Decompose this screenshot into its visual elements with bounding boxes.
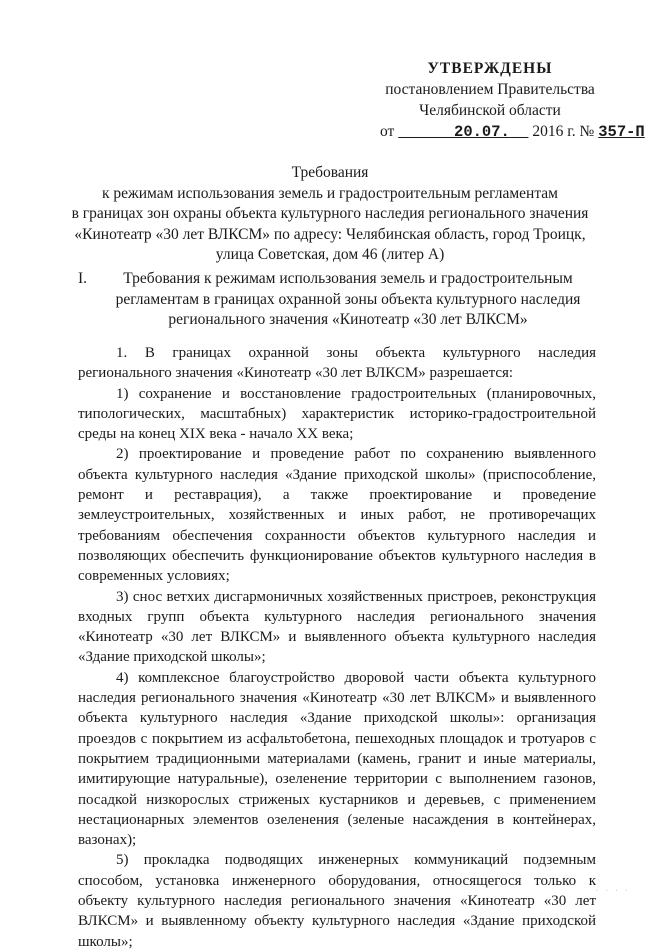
document-heading [60, 163, 600, 266]
paragraph-1: 1. В границах охранной зоны объекта культурного наследия регионального значения «Кинотеатр «30 лет ВЛКСМ» разрешается: [78, 345, 596, 382]
section-heading [78, 269, 588, 331]
heading-line-4: «Кинотеатр «30 лет ВЛКСМ» по адресу: Челябинская область, город Троицк, [74, 225, 586, 243]
paragraph-item-4: 4) комплексное благоустройство дворовой части объекта культурного наследия регионального значения «Кинотеатр «30 лет ВЛКСМ» и выявленного объекта культурного наследия «Здание приходской школы»: организация проездов с покрытием из асфальтобетона, пешеходных площадок и тротуаров с покрытием традиционными материалами (камень, гранит и иные материалы, имитирующие натуральные), озеленение территории с выполнением газонов, посадкой низкорослых стриженых кустарников и деревьев, с применением нестационарных элементов озеленения (зеленые насаждения в контейнерах, вазонах); [78, 669, 596, 849]
paragraph-item-5: 5) прокладка подводящих инженерных коммуникаций подземным способом, установка инженерного оборудования, относящегося только к объекту культурного наследия регионального значения «Кинотеатр «30 лет ВЛКСМ» и выявленному объекту культурного наследия «Здание приходской школы»; [78, 852, 596, 950]
paragraph-item-1: 1) сохранение и восстановление градостроительных (планировочных, типологических, масштабных) характеристик историко-градостроительной среды на конец XIX века - начало XX века; [78, 385, 596, 443]
date-year: 2016 г. № [532, 123, 595, 140]
scan-artifact-dots: · · · · [595, 886, 630, 897]
approval-line-1: постановлением Правительства [385, 81, 595, 98]
heading-line-3: в границах зон охраны объекта культурного наследия регионального значения [71, 205, 589, 222]
section-title: Требования к режимам использования земель и градостроительным регламентам в границах охранной зоны объекта культурного наследия регионального значения «Кинотеатр «30 лет ВЛКСМ» [115, 270, 581, 328]
approval-line-2: Челябинской области [419, 102, 561, 119]
date-prefix: от [380, 123, 395, 140]
paragraph-item-2: 2) проектирование и проведение работ по сохранению выявленного объекта культурного наследия «Здание приходской школы» (приспособление, ремонт и реставрация), а также проектирование и проведение землеустроительных, хозяйственных и иных работ, не противоречащих требованиям обеспечения сохранности объектов культурного наследия и позволяющих обеспечить функционирование объектов культурного наследия в современных условиях; [78, 446, 596, 585]
document-number: 357-П [598, 123, 645, 141]
approval-date-line [380, 121, 645, 143]
paragraph-item-3: 3) снос ветхих дисгармоничных хозяйственных пристроев, реконструкция входных групп объекта культурного наследия регионального значения «Кинотеатр «30 лет ВЛКСМ» и выявленного объекта культурного наследия «Здание приходской школы»; [78, 588, 596, 666]
heading-line-2: к режимам использования земель и градостроительным регламентам [102, 184, 558, 202]
heading-line-1: Требования [291, 164, 369, 181]
approval-block [380, 58, 645, 143]
document-body [78, 343, 596, 952]
date-value: 20.07. [454, 123, 510, 141]
approval-title: УТВЕРЖДЕНЫ [427, 60, 553, 77]
section-number: I. [78, 270, 88, 287]
heading-line-5: улица Советская, дом 46 (литер А) [215, 246, 445, 263]
